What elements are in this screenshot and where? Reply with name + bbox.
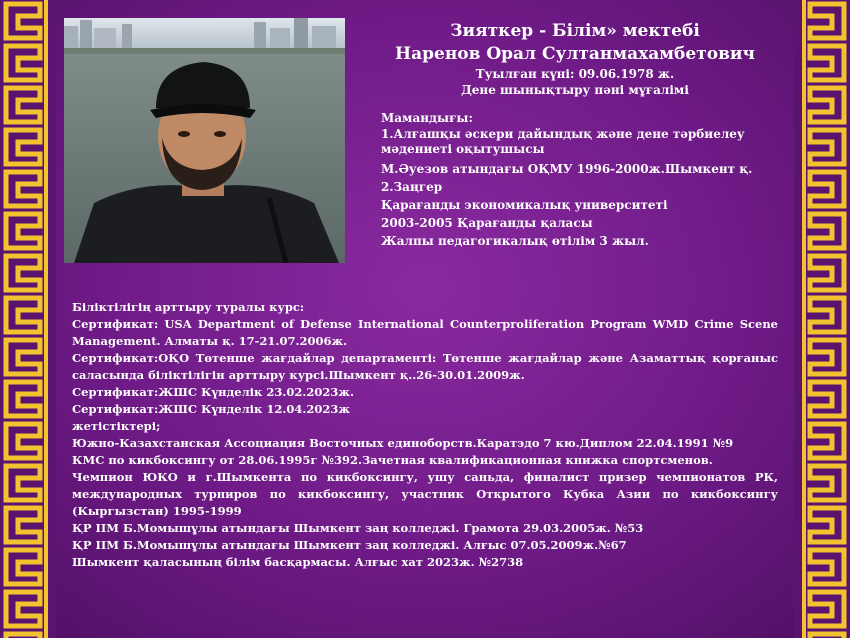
subject-title: Дене шынықтыру пәні мұғалімі <box>461 83 689 97</box>
school-name: Зияткер - Білім» мектебі <box>450 21 700 41</box>
right-ornament-border <box>794 0 850 638</box>
profile-header <box>370 20 780 98</box>
specialty-line: Қарағанды экономикалық университеті <box>381 198 668 212</box>
courses-line: жетістіктері; <box>72 419 161 433</box>
courses-line: Сертификат:ЖШС Күнделік 23.02.2023ж. <box>72 385 354 399</box>
birth-date: Туылған күні: 09.06.1978 ж. <box>475 67 675 81</box>
courses-line: Біліктілігің арттыру туралы курс: <box>72 300 305 314</box>
specialty-line: М.Әуезов атындағы ОҚМУ 1996-2000ж.Шымкент қ. <box>381 162 753 176</box>
specialty-label: Мамандығы: <box>381 111 473 125</box>
courses-line: Сертификат: USA Department of Defense International Counterproliferation Program WMD Crime Scene Management. Алматы қ. 17-21.07.2006ж. <box>72 317 778 348</box>
specialty-line: 1.Алғашқы әскери дайындық және дене тәрбиелеу мәдениеті оқытушысы <box>381 127 745 156</box>
courses-line: КМС по кикбоксингу от 28.06.1995г №392.Зачетная квалификационная книжка спортсменов. <box>72 453 713 467</box>
courses-line: Сертификат:ОҚО Төтенше жағдайлар департаменті: Төтенше жағдайлар және Азаматтық қорғаныс саласында біліктілігін арттыру курсі.Шымкент қ..26-30.01.2009ж. <box>72 351 778 382</box>
specialty-line: Жалпы педагогикалық өтілім 3 жыл. <box>381 234 649 248</box>
courses-line: Шымкент қаласының білім басқармасы. Алғыс хат 2023ж. №2738 <box>72 555 524 569</box>
courses-line: Чемпион ЮКО и г.Шымкента по кикбоксингу, ушу саньда, финалист призер чемпионатов РК, международных турниров по кикбоксингу, участник Открытого Кубка Азии по кикбоксингу (Кыргызстан) 1995-1999 <box>72 470 778 518</box>
specialty-section <box>381 109 781 250</box>
courses-achievements-section <box>72 299 778 571</box>
teacher-portrait-photo <box>64 18 345 263</box>
courses-line: Южно-Казахстанская Ассоциация Восточных единоборств.Каратэдо 7 кю.Диплом 22.04.1991 №9 <box>72 436 734 450</box>
courses-line: Сертификат:ЖШС Күнделік 12.04.2023ж <box>72 402 350 416</box>
teacher-name: Наренов Орал Султанмахамбетович <box>395 44 755 64</box>
courses-line: ҚР ІІМ Б.Момышұлы атындағы Шымкент заң колледжі. Грамота 29.03.2005ж. №53 <box>72 521 644 535</box>
specialty-line: 2003-2005 Қарағанды қаласы <box>381 216 593 230</box>
courses-line: ҚР ІІМ Б.Момышұлы атындағы Шымкент заң колледжі. Алғыс 07.05.2009ж.№67 <box>72 538 627 552</box>
left-ornament-border <box>0 0 56 638</box>
specialty-line: 2.Заңгер <box>381 180 443 194</box>
